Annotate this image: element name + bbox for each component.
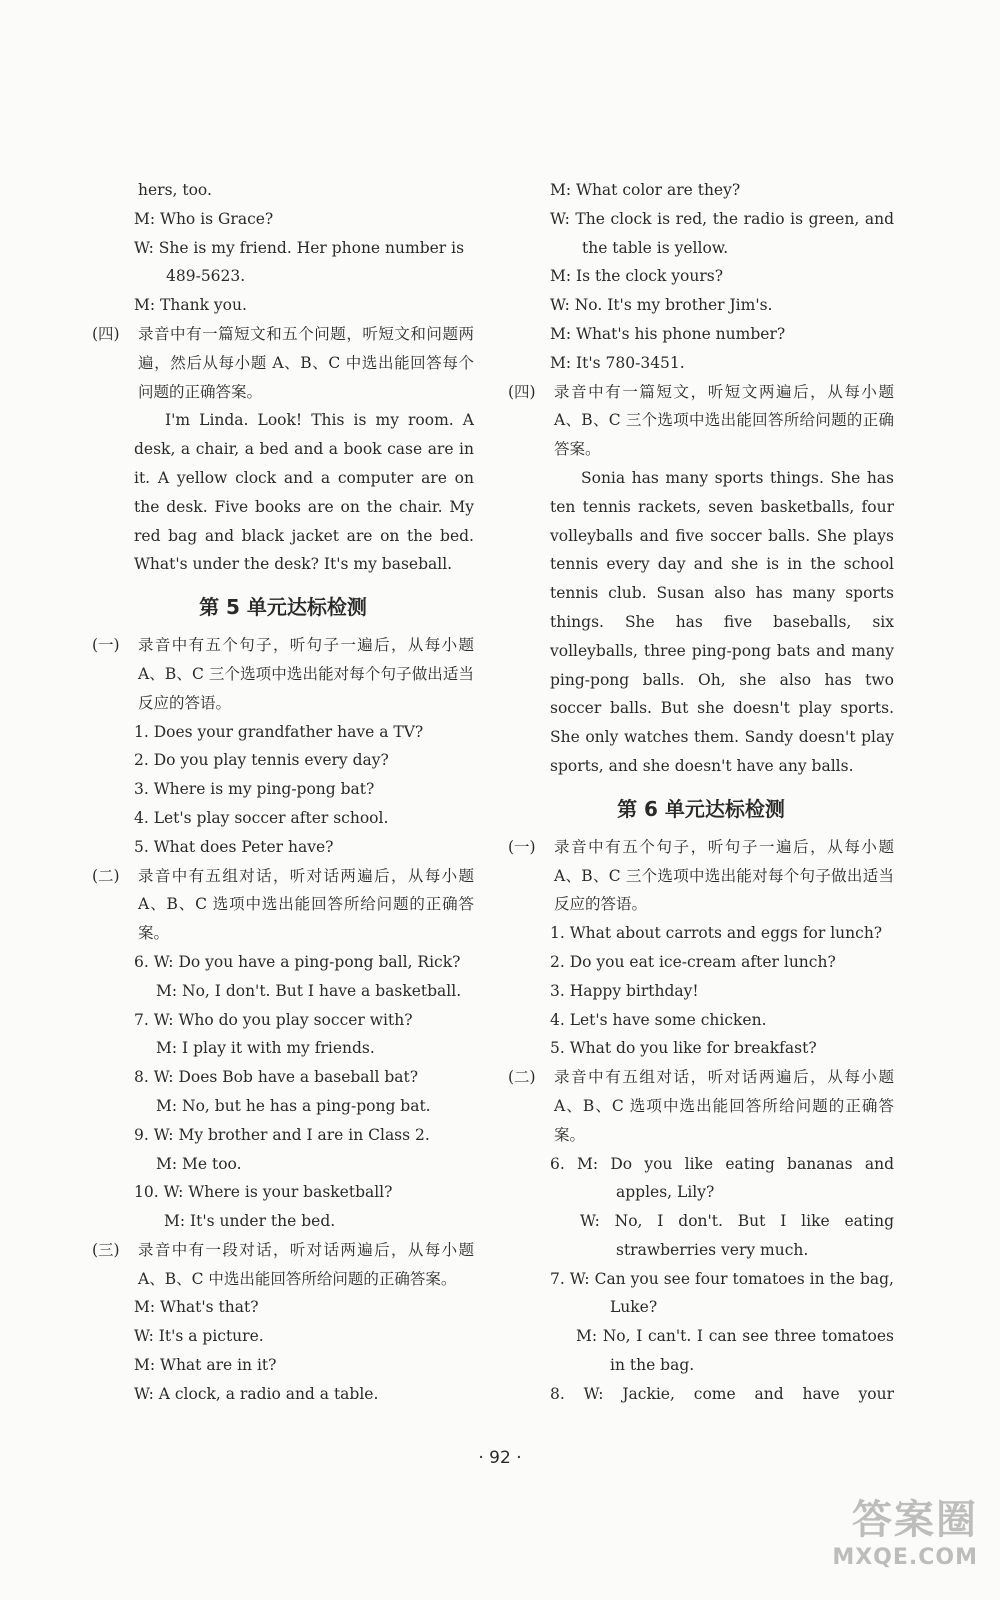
- instruction-text: 录音中有一段对话，听对话两遍后，从每小题 A、B、C 中选出能回答所给问题的正确答案。: [138, 1240, 474, 1288]
- question-item: 2. Do you play tennis every day?: [134, 751, 389, 770]
- dialog-question: 9. W: My brother and I are in Class 2.: [134, 1125, 430, 1144]
- instruction-text: 录音中有五个句子，听句子一遍后，从每小题 A、B、C 三个选项中选出能对每个句子做出适当反应的答语。: [554, 837, 894, 914]
- dialog-answer: M: No, but he has a ping-pong bat.: [156, 1096, 431, 1115]
- question-item: 5. What do you like for breakfast?: [550, 1039, 817, 1058]
- left-column: [92, 176, 474, 1409]
- watermark-cn: 答案圈: [852, 1497, 978, 1543]
- question-item: 2. Do you eat ice-cream after lunch?: [550, 952, 836, 971]
- dialog-line: M: What's that?: [134, 1298, 259, 1317]
- dialog-line: 489-5623.: [166, 267, 246, 286]
- instruction-text: 录音中有五个句子，听句子一遍后，从每小题 A、B、C 三个选项中选出能对每个句子做出适当反应的答语。: [138, 636, 474, 712]
- u6-section-1-instructions: [508, 833, 894, 919]
- dialog-line: W: No. It's my brother Jim's.: [550, 296, 773, 315]
- dialog-answer: M: I play it with my friends.: [156, 1039, 375, 1058]
- dialog-line: M: Is the clock yours?: [550, 267, 724, 286]
- dialog-line: W: The clock is red, the radio is green, and the table is yellow.: [550, 209, 894, 257]
- instruction-text: 录音中有五组对话，听对话两遍后，从每小题 A、B、C 选项中选出能回答所给问题的正确答案。: [138, 866, 474, 943]
- dialog-line: W: A clock, a radio and a table.: [134, 1384, 379, 1403]
- section-4-instructions: [508, 378, 894, 464]
- question-item: 3. Happy birthday!: [550, 981, 699, 1000]
- dialog-answer: M: Me too.: [156, 1154, 242, 1173]
- watermark-en: MXQE.COM: [832, 1545, 978, 1570]
- dialog-question: 6. M: Do you like eating bananas and apples, Lily?: [550, 1154, 894, 1202]
- unit-6-title: 第 6 单元达标检测: [617, 796, 785, 821]
- passage-text: I'm Linda. Look! This is my room. A desk, a chair, a bed and a book case are in it. A yellow clock and a computer are on the desk. Five books are on the chair. My red bag and black jacket are on the bed. What's under the desk? It's my baseball.: [134, 411, 474, 574]
- page-number: · 92 ·: [478, 1448, 522, 1468]
- section-marker: (四): [508, 382, 536, 401]
- question-item: 5. What does Peter have?: [134, 837, 334, 856]
- dialog-question: 6. W: Do you have a ping-pong ball, Rick?: [134, 952, 461, 971]
- section-marker: (二): [508, 1068, 536, 1087]
- instruction-text: 录音中有一篇短文和五个问题，听短文和问题两遍，然后从每小题 A、B、C 中选出能回答每个问题的正确答案。: [138, 324, 474, 401]
- u5-section-3-instructions: [92, 1236, 474, 1294]
- unit-5-title: 第 5 单元达标检测: [199, 595, 367, 620]
- dialog-answer: W: No, I don't. But I like eating strawberries very much.: [580, 1212, 894, 1259]
- dialog-question: 10. W: Where is your basketball?: [134, 1183, 393, 1202]
- dialog-line: M: What color are they?: [550, 181, 741, 199]
- u5-section-1-instructions: [92, 631, 474, 717]
- dialog-line: hers, too.: [138, 181, 212, 199]
- dialog-line: W: It's a picture.: [134, 1327, 264, 1346]
- dialog-line: M: Who is Grace?: [134, 209, 274, 228]
- dialog-answer: M: It's under the bed.: [164, 1212, 336, 1231]
- question-item: 1. Does your grandfather have a TV?: [134, 722, 424, 741]
- section-4-instructions: [92, 320, 474, 406]
- dialog-line: M: Thank you.: [134, 296, 247, 315]
- question-item: 1. What about carrots and eggs for lunch?: [550, 924, 883, 943]
- instruction-text: 录音中有五组对话，听对话两遍后，从每小题 A、B、C 选项中选出能回答所给问题的正确答案。: [554, 1068, 894, 1144]
- dialog-answer: M: No, I can't. I can see three tomatoes in the bag.: [576, 1327, 894, 1375]
- dialog-line: M: It's 780-3451.: [550, 353, 685, 372]
- dialog-line: W: She is my friend. Her phone number is: [134, 238, 465, 257]
- section-marker: (四): [92, 324, 120, 343]
- right-column: [508, 176, 894, 1409]
- question-item: 4. Let's have some chicken.: [550, 1010, 767, 1029]
- dialog-question: 7. W: Can you see four tomatoes in the bag, Luke?: [550, 1269, 894, 1317]
- dialog-question: 8. W: Does Bob have a baseball bat?: [134, 1068, 419, 1087]
- dialog-line: M: What are in it?: [134, 1356, 277, 1375]
- section-marker: (一): [92, 636, 120, 655]
- dialog-question: 7. W: Who do you play soccer with?: [134, 1010, 413, 1029]
- section-marker: (二): [92, 866, 120, 885]
- passage-text: Sonia has many sports things. She has ten tennis rackets, seven basketballs, four volleyballs and five soccer balls. She plays tennis every day and she is in the school tennis club. Susan also has many sports things. She has five baseballs, six volleyballs, three ping-pong bats and many ping-pong balls. Oh, she also has two soccer balls. But she doesn't play sports. She only watches them. Sandy doesn't play sports, and she doesn't have any balls.: [550, 468, 894, 775]
- dialog-answer: M: No, I don't. But I have a basketball.: [156, 981, 462, 1000]
- section-marker: (一): [508, 837, 536, 856]
- u5-section-2-instructions: [92, 862, 474, 948]
- question-item: 4. Let's play soccer after school.: [134, 808, 389, 827]
- u6-section-2-instructions: [508, 1063, 894, 1149]
- dialog-question: 8. W: Jackie, come and have your: [550, 1384, 894, 1403]
- section-marker: (三): [92, 1240, 120, 1259]
- question-item: 3. Where is my ping-pong bat?: [134, 780, 375, 799]
- watermark-logo: [808, 1494, 978, 1582]
- dialog-line: M: What's his phone number?: [550, 324, 786, 343]
- instruction-text: 录音中有一篇短文，听短文两遍后，从每小题 A、B、C 三个选项中选出能回答所给问题的正确答案。: [554, 382, 894, 459]
